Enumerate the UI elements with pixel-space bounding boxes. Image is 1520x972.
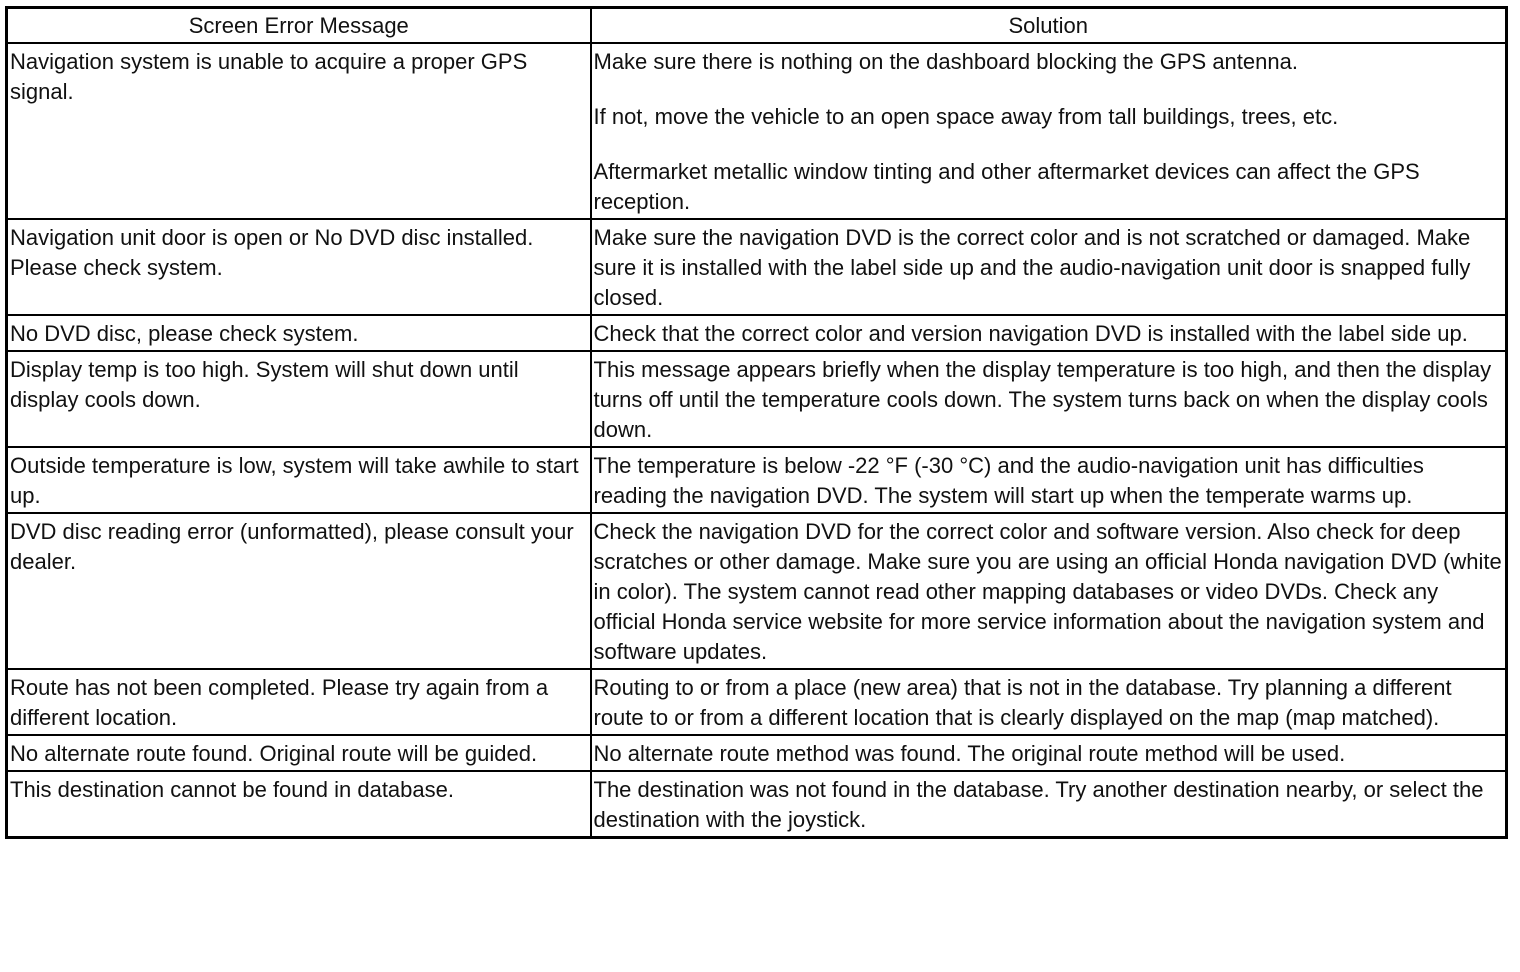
solution-cell [591, 735, 1507, 771]
solution-text: Routing to or from a place (new area) that is not in the database. Try planning a different route to or from a different location that is clearly displayed on the map (map matched). [593, 675, 1452, 730]
table-row [7, 447, 1507, 513]
table-header-row [7, 8, 1507, 44]
solution-text: Make sure the navigation DVD is the correct color and is not scratched or damaged. Make sure it is installed with the label side up and the audio-navigation unit door is snapped fully closed. [593, 225, 1471, 310]
error-message-cell: Outside temperature is low, system will take awhile to start up. [7, 447, 591, 513]
table-row [7, 513, 1507, 669]
error-message-cell: Navigation system is unable to acquire a proper GPS signal. [7, 43, 591, 219]
error-message-cell: No DVD disc, please check system. [7, 315, 591, 351]
solution-cell [591, 43, 1507, 219]
solution-cell [591, 669, 1507, 735]
solution-text: Make sure there is nothing on the dashboard blocking the GPS antenna. [593, 49, 1298, 74]
error-message-cell: DVD disc reading error (unformatted), please consult your dealer. [7, 513, 591, 669]
table-row [7, 219, 1507, 315]
error-message-cell: No alternate route found. Original route will be guided. [7, 735, 591, 771]
solution-text: This message appears briefly when the display temperature is too high, and then the display turns off until the temperature cools down. The system turns back on when the display cools down. [593, 357, 1492, 442]
solution-text: No alternate route method was found. The original route method will be used. [593, 741, 1346, 766]
error-solution-table [5, 6, 1508, 839]
table-row [7, 771, 1507, 838]
solution-text: Check the navigation DVD for the correct color and software version. Also check for deep scratches or other damage. Make sure you are using an official Honda navigation DVD (white in color). The system cannot read other mapping databases or video DVDs. Check any official Honda service website for more service information about the navigation system and software updates. [593, 519, 1502, 664]
error-message-cell: Navigation unit door is open or No DVD disc installed. Please check system. [7, 219, 591, 315]
solution-cell [591, 513, 1507, 669]
solution-cell [591, 351, 1507, 447]
error-message-cell: Route has not been completed. Please try again from a different location. [7, 669, 591, 735]
error-message-cell: This destination cannot be found in database. [7, 771, 591, 838]
header-solution: Solution [591, 8, 1507, 44]
solution-text: The temperature is below -22 °F (-30 °C) and the audio-navigation unit has difficulties reading the navigation DVD. The system will start up when the temperate warms up. [593, 453, 1424, 508]
table-row [7, 735, 1507, 771]
solution-cell [591, 315, 1507, 351]
table-row [7, 315, 1507, 351]
solution-text: The destination was not found in the database. Try another destination nearby, or select the destination with the joystick. [593, 777, 1484, 832]
solution-text: Aftermarket metallic window tinting and other aftermarket devices can affect the GPS reception. [593, 159, 1420, 214]
table-row [7, 669, 1507, 735]
table-row [7, 43, 1507, 219]
error-message-cell: Display temp is too high. System will shut down until display cools down. [7, 351, 591, 447]
solution-text: Check that the correct color and version navigation DVD is installed with the label side up. [593, 321, 1468, 346]
table-row [7, 351, 1507, 447]
solution-text: If not, move the vehicle to an open space away from tall buildings, trees, etc. [593, 104, 1339, 129]
header-screen-error-message: Screen Error Message [7, 8, 591, 44]
solution-cell [591, 447, 1507, 513]
solution-cell [591, 219, 1507, 315]
solution-cell [591, 771, 1507, 838]
